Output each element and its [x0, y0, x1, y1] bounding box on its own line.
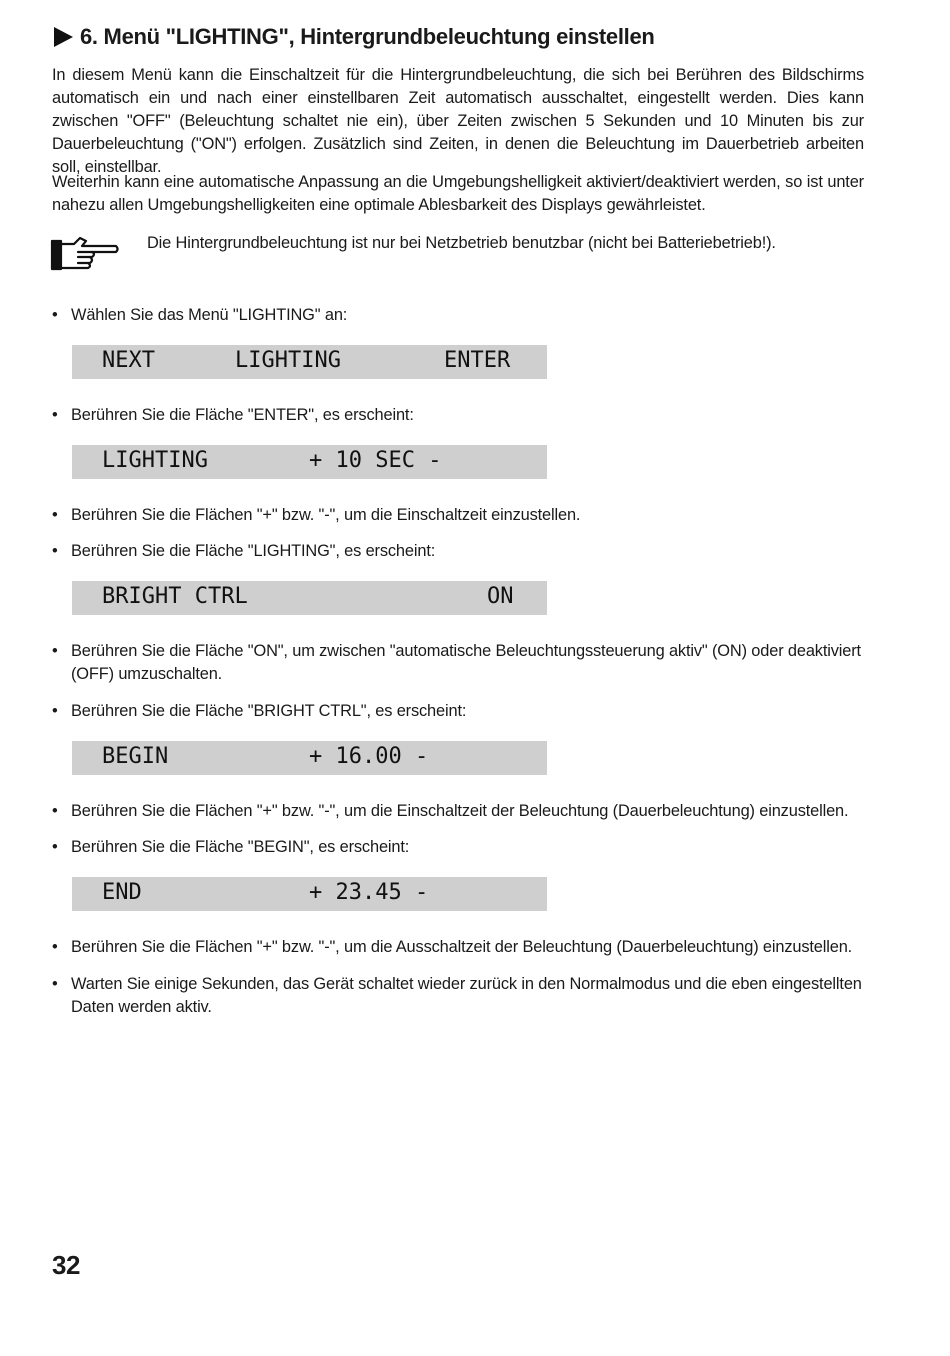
- bullet-marker: •: [52, 506, 58, 524]
- step-text: Warten Sie einige Sekunden, das Gerät schaltet wieder zurück in den Normalmodus und die eben eingestellten Daten werden aktiv.: [71, 975, 862, 1016]
- step-text: Berühren Sie die Fläche "LIGHTING", es erscheint:: [71, 542, 436, 560]
- display-lighting-time: [72, 445, 547, 479]
- play-triangle-icon: [52, 26, 74, 48]
- display-value: ON: [487, 584, 514, 609]
- bullet-marker: •: [52, 702, 58, 720]
- display-value: + 10 SEC -: [309, 448, 442, 473]
- bullet-marker: •: [52, 542, 58, 560]
- step-text: Berühren Sie die Flächen "+" bzw. "-", um die Einschaltzeit einzustellen.: [71, 506, 581, 524]
- list-item: [52, 700, 864, 723]
- display-label: END: [102, 880, 142, 905]
- bullet-marker: •: [52, 838, 58, 856]
- note-text: Die Hintergrundbeleuchtung ist nur bei Netzbetrieb benutzbar (nicht bei Batteriebetrieb!).: [147, 234, 776, 252]
- section-heading: [52, 22, 655, 52]
- bullet-marker: •: [52, 306, 58, 324]
- list-item: [52, 973, 864, 1019]
- intro-paragraph: In diesem Menü kann die Einschaltzeit für die Hintergrundbeleuchtung, die sich bei Berühren des Bildschirms automatisch ein und nach einer einstellbaren Zeit automatisch ausschaltet, eingestellt werden. Dies kann zwischen "OFF" (Beleuchtung schaltet nie ein), über Zeiten zwischen 5 Sekunden und 10 Minuten bis zur Dauerbeleuchtung ("ON") erfolgen. Zusätzlich sind Zeiten, in denen die Beleuchtung im Dauerbetrieb arbeiten soll, einstellbar.: [52, 66, 864, 176]
- list-item: [52, 640, 864, 686]
- list-item: [52, 504, 864, 527]
- list-item: [52, 800, 864, 823]
- step-text: Berühren Sie die Fläche "ON", um zwischen "automatische Beleuchtungssteuerung aktiv" (ON) oder deaktiviert (OFF) umzuschalten.: [71, 642, 861, 683]
- list-item: [52, 304, 864, 327]
- section-title: 6. Menü "LIGHTING", Hintergrundbeleuchtung einstellen: [80, 24, 655, 49]
- pointing-hand-icon: [50, 233, 120, 273]
- step-text: Berühren Sie die Flächen "+" bzw. "-", um die Ausschaltzeit der Beleuchtung (Dauerbeleuchtung) einzustellen.: [71, 938, 853, 956]
- display-next: NEXT: [102, 348, 155, 373]
- bullet-marker: •: [52, 642, 58, 660]
- bullet-marker: •: [52, 802, 58, 820]
- step-text: Berühren Sie die Flächen "+" bzw. "-", um die Einschaltzeit der Beleuchtung (Dauerbeleuchtung) einzustellen.: [71, 802, 849, 820]
- display-menu: [72, 345, 547, 379]
- list-item: [52, 540, 864, 563]
- display-begin: [72, 741, 547, 775]
- page-number: 32: [52, 1250, 80, 1280]
- brightness-paragraph: Weiterhin kann eine automatische Anpassung an die Umgebungshelligkeit aktiviert/deaktiviert werden, so ist unter nahezu allen Umgebungshelligkeiten eine optimale Ablesbarkeit des Displays gewährleistet.: [52, 173, 864, 214]
- display-label: LIGHTING: [102, 448, 208, 473]
- display-enter: ENTER: [444, 348, 511, 373]
- list-item: [52, 404, 864, 427]
- step-text: Berühren Sie die Fläche "BRIGHT CTRL", es erscheint:: [71, 702, 467, 720]
- step-text: Wählen Sie das Menü "LIGHTING" an:: [71, 306, 348, 324]
- bullet-marker: •: [52, 938, 58, 956]
- display-label: BRIGHT CTRL: [102, 584, 248, 609]
- display-lighting: LIGHTING: [235, 348, 341, 373]
- bullet-marker: •: [52, 406, 58, 424]
- display-bright-ctrl: [72, 581, 547, 615]
- list-item: [52, 836, 864, 859]
- display-end: [72, 877, 547, 911]
- step-text: Berühren Sie die Fläche "ENTER", es erscheint:: [71, 406, 414, 424]
- display-value: + 16.00 -: [309, 744, 429, 769]
- list-item: [52, 936, 864, 959]
- display-label: BEGIN: [102, 744, 169, 769]
- step-text: Berühren Sie die Fläche "BEGIN", es erscheint:: [71, 838, 410, 856]
- display-value: + 23.45 -: [309, 880, 429, 905]
- bullet-marker: •: [52, 975, 58, 993]
